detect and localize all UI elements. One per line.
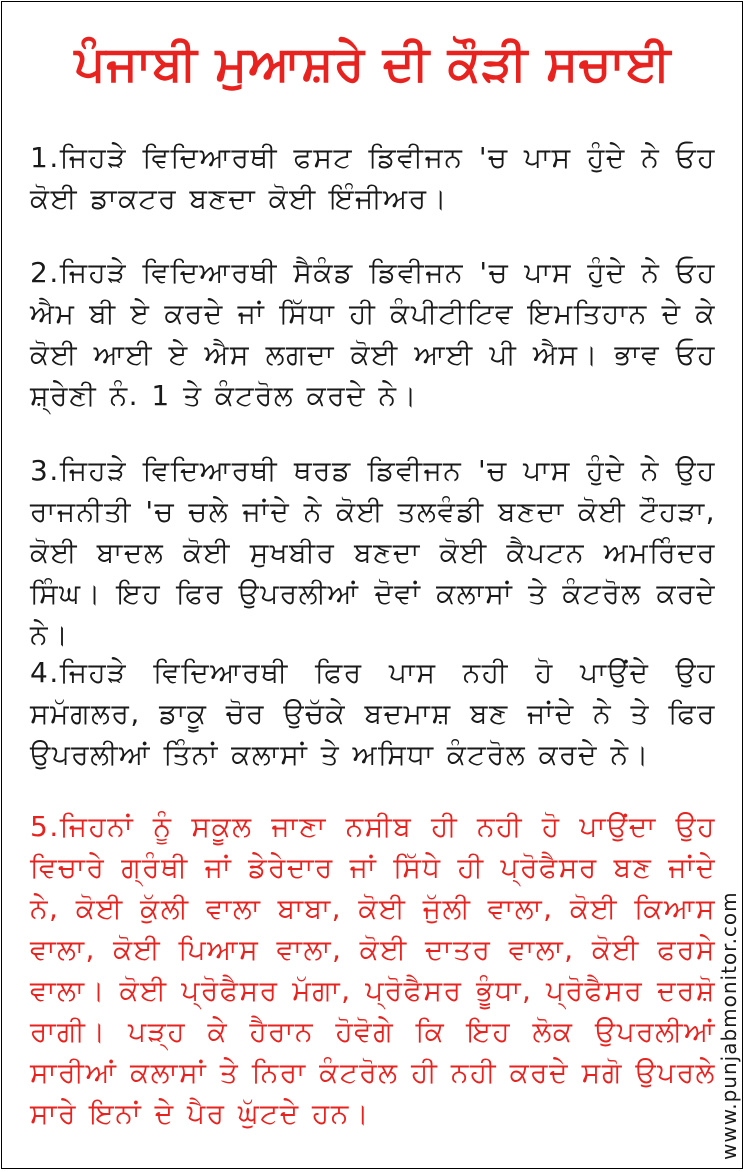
- page-title: ਪੰਜਾਬੀ ਮੁਆਸ਼ਰੇ ਦੀ ਕੌੜੀ ਸਚਾਈ: [74, 36, 672, 92]
- paragraph-3: 3.ਜਿਹੜੇ ਵਿਦਿਆਰਥੀ ਥਰਡ ਡਿਵੀਜਨ 'ਚ ਪਾਸ ਹੁੰਦੇ ਨੇ ਉਹ ਰਾਜਨੀਤੀ 'ਚ ਚਲੇ ਜਾਂਦੇ ਨੇ ਕੋਈ ਤਲਵੰਡੀ ਬਣਦਾ ਕੋਈ ਟੌਹੜਾ, ਕੋਈ ਬਾਦਲ ਕੋਈ ਸੁਖਬੀਰ ਬਣਦਾ ਕੋਈ ਕੈਪਟਨ ਅਮਰਿੰਦਰ ਸਿੰਘ। ਇਹ ਫਿਰ ਉਪਰਲੀਆਂ ਦੋਵਾਂ ਕਲਾਸਾਂ ਤੇ ਕੰਟਰੋਲ ਕਰਦੇ ਨੇ।: [30, 454, 716, 651]
- website-watermark: www.punjabmonitor.com: [717, 891, 741, 1160]
- paragraph-2: 2.ਜਿਹੜੇ ਵਿਦਿਆਰਥੀ ਸੈਕੰਡ ਡਿਵੀਜਨ 'ਚ ਪਾਸ ਹੁੰਦੇ ਨੇ ਓਹ ਐਮ ਬੀ ਏ ਕਰਦੇ ਜਾਂ ਸਿੱਧਾ ਹੀ ਕੰਪੀਟੀਟਿਵ ਇਮਤਿਹਾਨ ਦੇ ਕੇ ਕੋਈ ਆਈ ਏ ਐਸ ਲਗਦਾ ਕੋਈ ਆਈ ਪੀ ਐਸ। ਭਾਵ ਓਹ ਸ਼੍ਰੇਣੀ ਨੰ. 1 ਤੇ ਕੰਟਰੋਲ ਕਰਦੇ ਨੇ।: [30, 256, 716, 412]
- paragraph-4: 4.ਜਿਹੜੇ ਵਿਦਿਆਰਥੀ ਫਿਰ ਪਾਸ ਨਹੀ ਹੋ ਪਾਉਂਦੇ ਉਹ ਸਮੱਗਲਰ, ਡਾਕੂ ਚੋਰ ਉਚੱਕੇ ਬਦਮਾਸ਼ ਬਣ ਜਾਂਦੇ ਨੇ ਤੇ ਫਿਰ ਉਪਰਲੀਆਂ ਤਿੰਨਾਂ ਕਲਾਸਾਂ ਤੇ ਅਸਿਧਾ ਕੰਟਰੋਲ ਕਰਦੇ ਨੇ।: [30, 656, 716, 771]
- paragraph-1: 1.ਜਿਹੜੇ ਵਿਦਿਆਰਥੀ ਫਸਟ ਡਿਵੀਜਨ 'ਚ ਪਾਸ ਹੁੰਦੇ ਨੇ ਓਹ ਕੋਈ ਡਾਕਟਰ ਬਣਦਾ ਕੋਈ ਇੰਜੀਅਰ।: [30, 141, 716, 215]
- paragraph-5-highlighted: 5.ਜਿਹਨਾਂ ਨੂੰ ਸਕੂਲ ਜਾਣਾ ਨਸੀਬ ਹੀ ਨਹੀ ਹੋ ਪਾਉਂਦਾ ਉਹ ਵਿਚਾਰੇ ਗ੍ਰੰਥੀ ਜਾਂ ਡੇਰੇਦਾਰ ਜਾਂ ਸਿੱਧੇ ਹੀ ਪ੍ਰੋਫੈਸਰ ਬਣ ਜਾਂਦੇ ਨੇ, ਕੋਈ ਕੁੱਲੀ ਵਾਲਾ ਬਾਬਾ, ਕੋਈ ਜੁੱਲੀ ਵਾਲਾ, ਕੋਈ ਕਿਆਸ ਵਾਲਾ, ਕੋਈ ਪਿਆਸ ਵਾਲਾ, ਕੋਈ ਦਾਤਰ ਵਾਲਾ, ਕੋਈ ਫਰਸੇ ਵਾਲਾ। ਕੋਈ ਪ੍ਰੋਫੈਸਰ ਮੱਗਾ, ਪ੍ਰੋਫੈਸਰ ਭੂੰਧਾ, ਪ੍ਰੋਫੈਸਰ ਦਰਸ਼ੋ ਰਾਗੀ। ਪੜ੍ਹ ਕੇ ਹੈਰਾਨ ਹੋਵੋਗੇ ਕਿ ਇਹ ਲੋਕ ਉਪਰਲੀਆਂ ਸਾਰੀਆਂ ਕਲਾਸਾਂ ਤੇ ਨਿਰਾ ਕੰਟਰੋਲ ਹੀ ਨਹੀ ਕਰਦੇ ਸਗੋ ਉਪਰਲੇ ਸਾਰੇ ਇਨਾਂ ਦੇ ਪੈਰ ਘੁੱਟਦੇ ਹਨ।: [30, 810, 716, 1130]
